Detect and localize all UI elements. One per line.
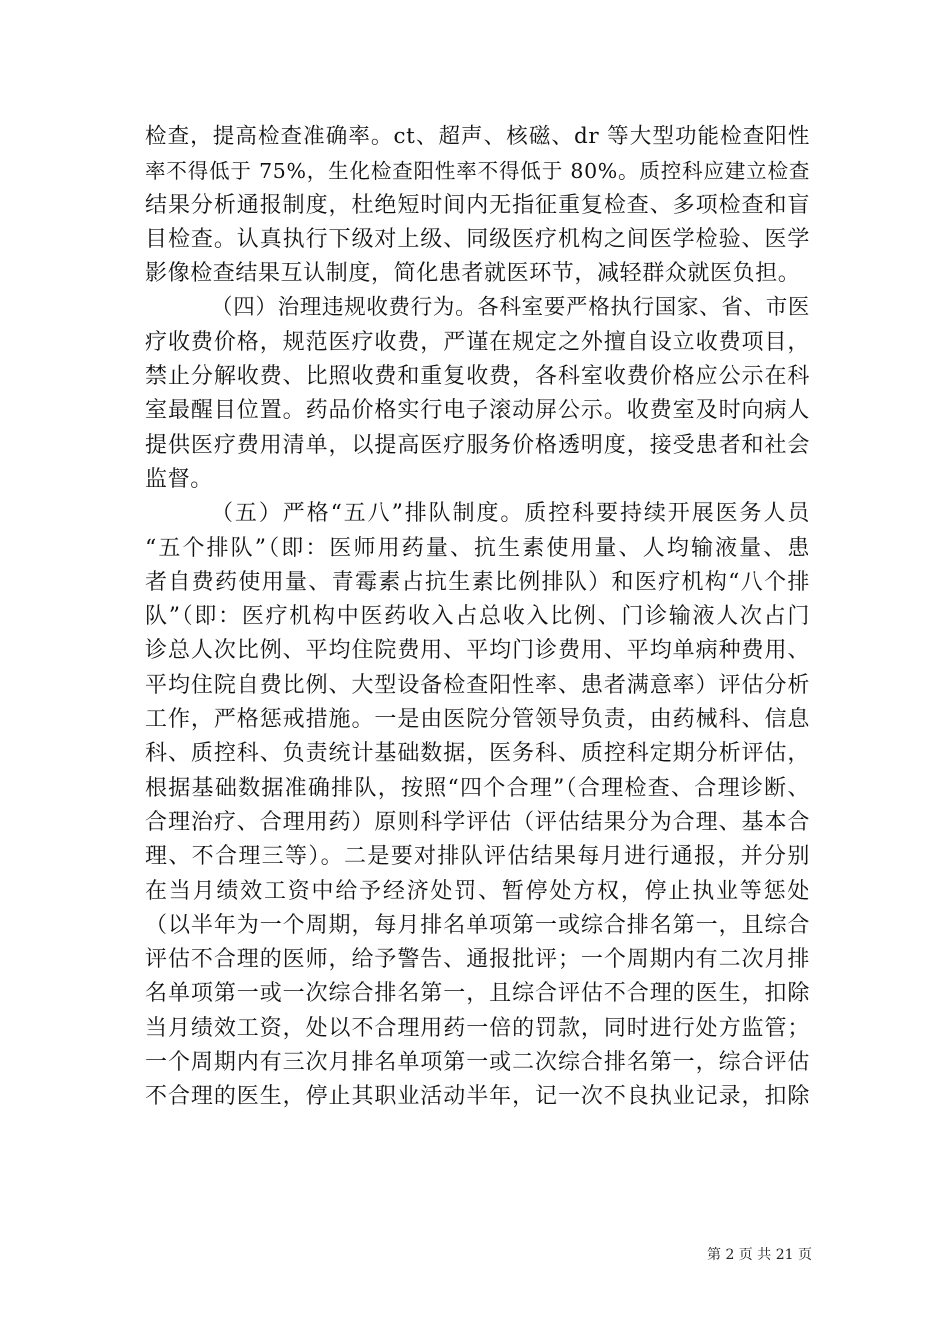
text-line: 率不得低于 75%，生化检查阳性率不得低于 80%。质控科应建立检查 [145, 159, 810, 184]
text-line: 疗收费价格，规范医疗收费，严谨在规定之外擅自设立收费项目， [145, 329, 810, 355]
text-line: 提供医疗费用清单，以提高医疗服务价格透明度，接受患者和社会 [145, 432, 810, 458]
text-line: 合理治疗、合理用药）原则科学评估（评估结果分为合理、基本合 [145, 809, 810, 835]
paragraph-heading-5: （五）严格“五八”排队制度。质控科要持续开展医务人员 [211, 501, 810, 527]
page-number: 第 2 页 共 21 页 [707, 1247, 812, 1263]
document-body [145, 120, 810, 1115]
text-line: 理、不合理三等）。二是要对排队评估结果每月进行通报，并分别 [145, 844, 810, 870]
text-line: 工作，严格惩戒措施。一是由医院分管领导负责，由药械科、信息 [145, 707, 810, 733]
text-line: 队”（即：医疗机构中医药收入占总收入比例、门诊输液人次占门 [145, 604, 810, 630]
text-line: 诊总人次比例、平均住院费用、平均门诊费用、平均单病种费用、 [145, 638, 810, 664]
text-line: 根据基础数据准确排队，按照“四个合理”（合理检查、合理诊断、 [145, 775, 810, 801]
text-line: 检查，提高检查准确率。ct、超声、核磁、dr 等大型功能检查阳性 [145, 124, 810, 149]
text-line: 一个周期内有三次月排名单项第一或二次综合排名第一，综合评估 [145, 1050, 810, 1076]
paragraph-heading-4: （四）治理违规收费行为。各科室要严格执行国家、省、市医 [211, 295, 810, 321]
text-line: 名单项第一或一次综合排名第一，且综合评估不合理的医生，扣除 [145, 981, 810, 1007]
text-line: 室最醒目位置。药品价格实行电子滚动屏公示。收费室及时向病人 [145, 398, 810, 424]
text-line: 不合理的医生，停止其职业活动半年，记一次不良执业记录，扣除 [145, 1084, 810, 1110]
text-line: “五个排队”（即：医师用药量、抗生素使用量、人均输液量、患 [145, 535, 810, 561]
text-line: 监督。 [145, 466, 213, 492]
text-line: 在当月绩效工资中给予经济处罚、暂停处方权，停止执业等惩处 [145, 878, 810, 904]
text-line: 评估不合理的医师，给予警告、通报批评；一个周期内有二次月排 [145, 947, 810, 973]
text-line: 平均住院自费比例、大型设备检查阳性率、患者满意率）评估分析 [145, 672, 810, 698]
text-line: （以半年为一个周期，每月排名单项第一或综合排名第一，且综合 [145, 912, 810, 938]
text-line: 当月绩效工资，处以不合理用药一倍的罚款，同时进行处方监管； [145, 1015, 810, 1041]
text-line: 影像检查结果互认制度，简化患者就医环节，减轻群众就医负担。 [145, 261, 801, 287]
text-line: 者自费药使用量、青霉素占抗生素比例排队）和医疗机构“八个排 [145, 569, 810, 595]
text-line: 禁止分解收费、比照收费和重复收费，各科室收费价格应公示在科 [145, 364, 810, 390]
text-line: 目检查。认真执行下级对上级、同级医疗机构之间医学检验、医学 [145, 226, 810, 252]
text-line: 结果分析通报制度，杜绝短时间内无指征重复检查、多项检查和盲 [145, 192, 810, 218]
text-line: 科、质控科、负责统计基础数据，医务科、质控科定期分析评估， [145, 741, 810, 767]
